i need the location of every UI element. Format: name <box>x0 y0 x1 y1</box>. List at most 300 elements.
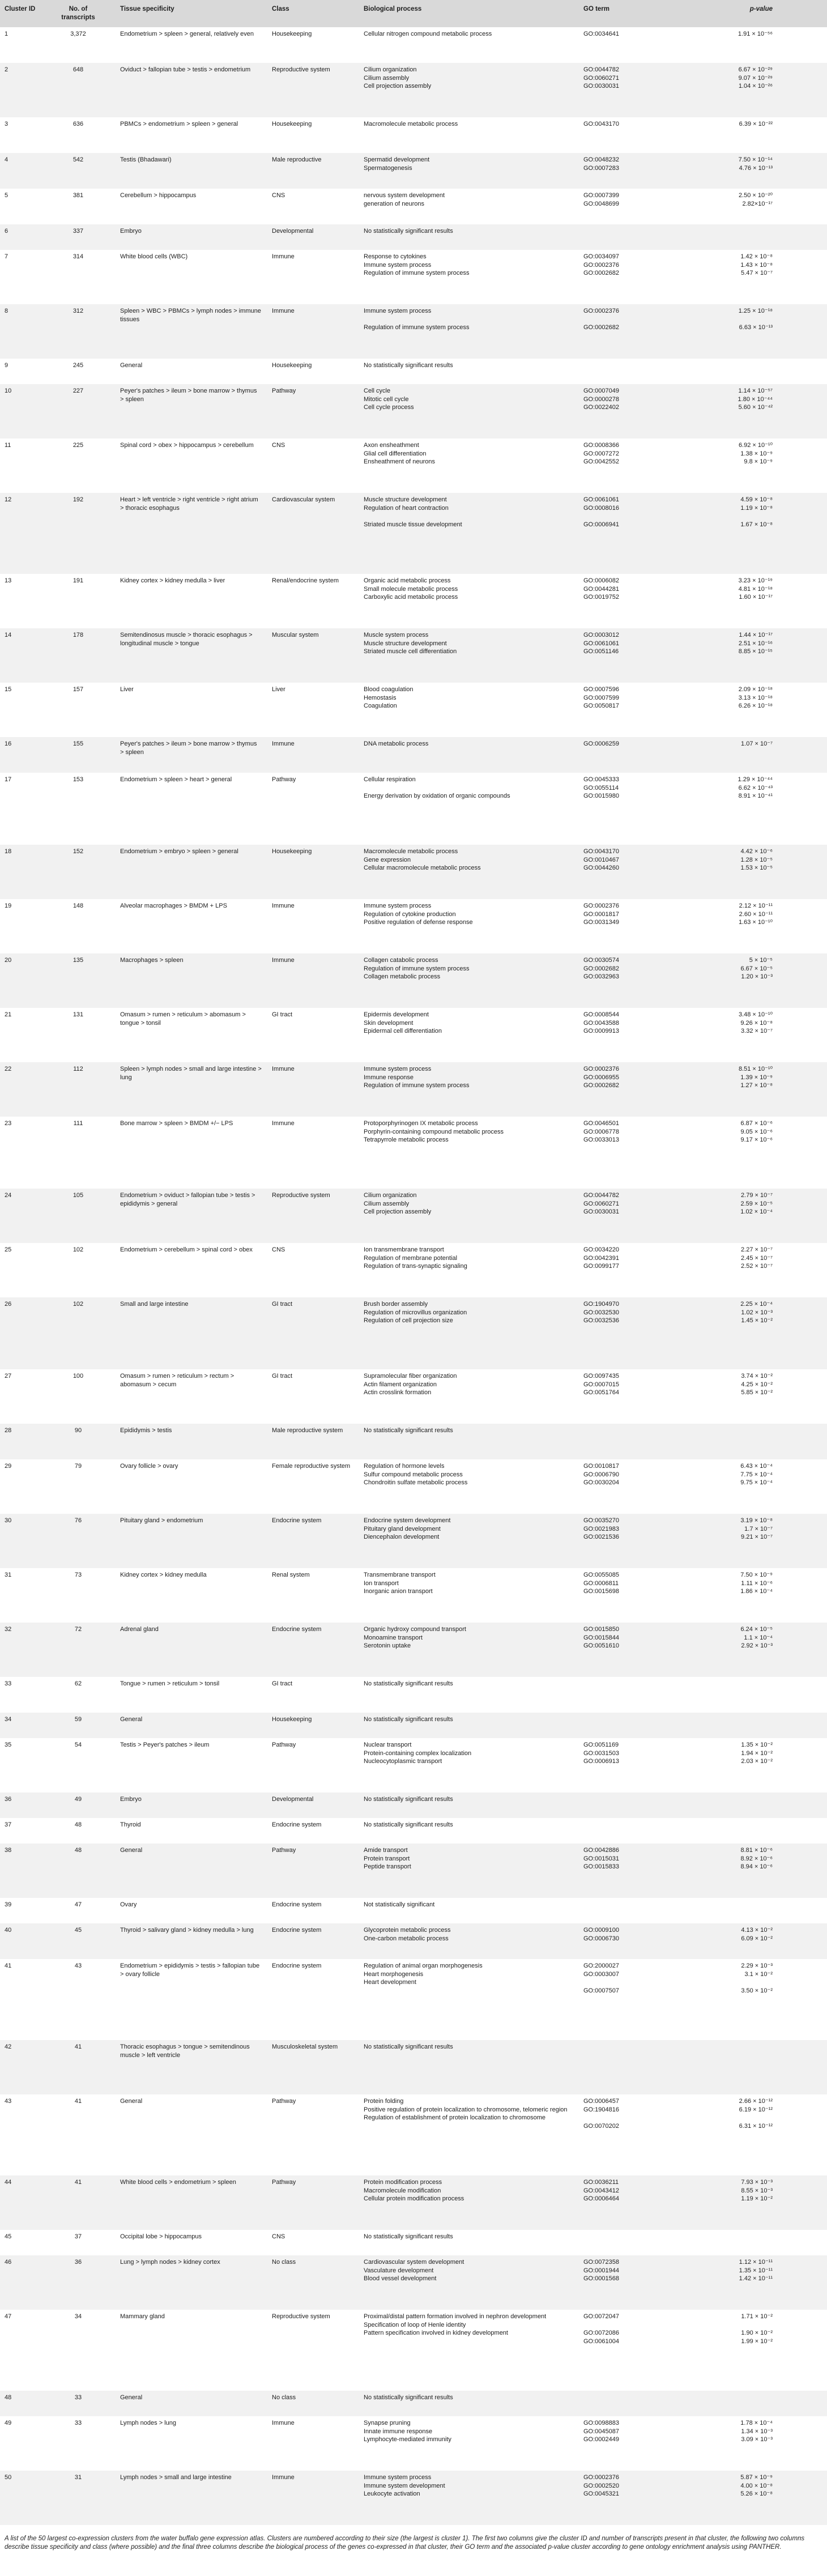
biological-process: Protoporphyrinogen IX metabolic process <box>364 1120 478 1127</box>
transcript-count: 33 <box>74 2420 82 2426</box>
biological-process: Immune system process <box>364 902 432 909</box>
go-term: GO:0002682 <box>583 1082 619 1089</box>
class: CNS <box>272 2233 285 2240</box>
tissue-specificity: Macrophages > spleen <box>120 957 184 964</box>
go-term <box>583 512 697 521</box>
cluster-id: 42 <box>5 2043 12 2050</box>
p-value: 5 × 10⁻⁵ <box>749 957 773 964</box>
biological-process-cell <box>364 1571 579 1596</box>
go-term: GO:0002520 <box>583 2482 619 2489</box>
biological-process-cell <box>364 1372 579 1397</box>
p-value: 8.81 × 10⁻⁶ <box>740 1847 773 1854</box>
p-value-cell <box>726 1246 773 1271</box>
go-term: GO:0099177 <box>583 1263 619 1270</box>
go-term: GO:0007049 <box>583 388 619 394</box>
biological-process-cell <box>364 496 579 529</box>
p-value: 1.39 × 10⁻⁹ <box>740 1074 773 1081</box>
table-row <box>0 2310 827 2391</box>
table-row <box>0 1297 827 1369</box>
p-value: 1.86 × 10⁻⁴ <box>740 1588 773 1595</box>
p-value-cell <box>726 496 773 529</box>
go-term: GO:0006778 <box>583 1128 619 1135</box>
p-value: 1.20 × 10⁻³ <box>741 973 773 980</box>
p-value-cell <box>726 2178 773 2203</box>
table-row <box>0 574 827 628</box>
class: Pathway <box>272 2179 296 2186</box>
tissue-specificity: Occipital lobe > hippocampus <box>120 2233 202 2240</box>
table-row <box>0 1568 827 1623</box>
p-value: 8.94 × 10⁻⁶ <box>740 1863 773 1870</box>
biological-process: Protein modification process <box>364 2179 442 2186</box>
tissue-specificity: Spleen > WBC > PBMCs > lymph nodes > immune tissues <box>120 308 261 323</box>
class: Muscular system <box>272 632 319 638</box>
class: CNS <box>272 1246 285 1253</box>
go-term: GO:0007015 <box>583 1381 619 1388</box>
biological-process: Synapse pruning <box>364 2420 411 2426</box>
cluster-id: 34 <box>5 1716 12 1723</box>
p-value-cell <box>726 1517 773 1542</box>
transcript-count: 648 <box>73 66 84 73</box>
transcript-count: 312 <box>73 308 84 314</box>
cluster-id: 50 <box>5 2474 12 2481</box>
p-value: 2.52 × 10⁻⁷ <box>741 1263 773 1270</box>
class: Endocrine system <box>272 1517 322 1524</box>
p-value: 8.92 × 10⁻⁶ <box>740 1855 773 1862</box>
go-term: GO:0061061 <box>583 496 619 503</box>
biological-process: No statistically significant results <box>364 362 453 369</box>
go-term: GO:0001944 <box>583 2267 619 2274</box>
transcript-count: 31 <box>74 2474 82 2481</box>
p-value: 5.85 × 10⁻² <box>741 1389 773 1396</box>
biological-process: Protein transport <box>364 1855 410 1862</box>
biological-process-cell <box>364 1821 579 1829</box>
p-value: 3.1 × 10⁻² <box>744 1970 773 1978</box>
tissue-specificity: Ovary follicle > ovary <box>120 1463 178 1470</box>
biological-process: Spermatid development <box>364 156 430 163</box>
tissue-specificity: Thyroid > salivary gland > kidney medulla > lung <box>120 1927 254 1934</box>
biological-process: Collagen metabolic process <box>364 973 441 980</box>
tissue-specificity: Embryo <box>120 1796 142 1803</box>
go-term: GO:0055114 <box>583 784 619 791</box>
biological-process: No statistically significant results <box>364 2043 453 2050</box>
go-term: GO:0007599 <box>583 694 619 701</box>
go-term: GO:0015980 <box>583 793 619 799</box>
go-term: GO:0006082 <box>583 577 619 584</box>
table-row <box>0 63 827 117</box>
biological-process-cell <box>364 1011 579 1036</box>
p-value: 6.24 × 10⁻⁵ <box>740 1626 773 1633</box>
tissue-specificity: General <box>120 2394 143 2401</box>
go-term: GO:0060271 <box>583 74 619 82</box>
p-value-cell <box>726 2473 773 2498</box>
p-value: 2.79 × 10⁻⁷ <box>741 1192 773 1199</box>
tissue-specificity: Testis > Peyer's patches > ileum <box>120 1742 210 1748</box>
go-term: GO:0007399 <box>583 192 619 199</box>
p-value <box>726 512 773 521</box>
biological-process: Muscle structure development <box>364 496 447 503</box>
class: Immune <box>272 1066 295 1072</box>
tissue-specificity: Adrenal gland <box>120 1626 159 1633</box>
p-value: 8.85 × 10⁻¹⁵ <box>738 648 773 655</box>
biological-process: Skin development <box>364 1019 414 1027</box>
transcript-count: 111 <box>73 1120 83 1127</box>
p-value: 4.81 × 10⁻¹⁸ <box>738 585 773 593</box>
table-row <box>0 737 827 773</box>
biological-process: Macromolecule modification <box>364 2187 441 2194</box>
biological-process: Regulation of immune system process <box>364 324 470 331</box>
p-value: 1.28 × 10⁻⁵ <box>740 856 773 863</box>
table-row <box>0 628 827 683</box>
go-term: GO:0002682 <box>583 270 619 276</box>
biological-process-cell <box>364 1300 579 1325</box>
cluster-id: 4 <box>5 156 8 163</box>
go-term: GO:0006730 <box>583 1935 619 1942</box>
biological-process-cell <box>364 2313 579 2337</box>
go-term: GO:0015698 <box>583 1588 619 1595</box>
table-row <box>0 1959 827 2040</box>
cluster-id: 49 <box>5 2420 12 2426</box>
go-term-cell <box>583 1462 697 1487</box>
go-term: GO:0001568 <box>583 2275 619 2282</box>
biological-process: Endocrine system development <box>364 1517 451 1524</box>
table-caption: A list of the 50 largest co-expression clusters from the water buffalo gene expression atlas. Clusters are numbered according to their size (the largest is cluster 1). The first two columns give the cluster ID and number of transcripts present in that cluster, the following two columns describe tissue specificity and class (where possible) and the final three columns describe the biological process of the genes co-expressed in that cluster, their GO term and the associated p-value cluster according to gene ontology enrichment analysis using PANTHER. <box>5 2535 805 2551</box>
p-value: 9.8 × 10⁻⁹ <box>744 458 773 465</box>
class: Pathway <box>272 776 296 783</box>
p-value: 4.42 × 10⁻⁶ <box>740 848 773 855</box>
transcript-count: 33 <box>74 2394 82 2401</box>
tissue-specificity: Thoracic esophagus > tongue > semitendinous muscle > left ventricle <box>120 2043 250 2059</box>
go-term: GO:0030031 <box>583 1208 619 1215</box>
cluster-id: 39 <box>5 1901 12 1908</box>
class: Reproductive system <box>272 66 330 73</box>
tissue-specificity: Semitendinosus muscle > thoracic esophagus > longitudinal muscle > tongue <box>120 632 253 647</box>
p-value-cell <box>726 1962 773 1995</box>
go-term <box>583 316 697 324</box>
go-term-cell <box>583 2258 697 2283</box>
p-value: 1.35 × 10⁻¹¹ <box>739 2267 773 2274</box>
p-value-cell <box>726 2097 773 2130</box>
table-row <box>0 1008 827 1062</box>
go-term: GO:0044782 <box>583 1192 619 1199</box>
p-value: 6.43 × 10⁻⁴ <box>740 1463 773 1470</box>
transcript-count: 314 <box>73 253 84 260</box>
cluster-id: 11 <box>5 442 11 449</box>
tissue-specificity: Lymph nodes > lung <box>120 2420 176 2426</box>
biological-process: Amide transport <box>364 1847 408 1854</box>
table-row <box>0 2471 827 2525</box>
go-term: GO:0006955 <box>583 1074 619 1081</box>
p-value: 1.02 × 10⁻³ <box>741 1309 773 1316</box>
header-cluster-id: Cluster ID <box>5 6 36 12</box>
go-term: GO:0044260 <box>583 865 619 871</box>
class: Immune <box>272 740 295 747</box>
p-value: 1.53 × 10⁻⁵ <box>740 865 773 871</box>
cluster-id: 9 <box>5 362 8 369</box>
tissue-specificity: General <box>120 1716 143 1723</box>
p-value: 1.02 × 10⁻⁴ <box>740 1208 773 1215</box>
go-term: GO:0036211 <box>583 2179 619 2186</box>
go-term: GO:0051146 <box>583 648 619 655</box>
biological-process: Mitotic cell cycle <box>364 395 409 403</box>
p-value-cell <box>726 307 773 332</box>
p-value: 2.29 × 10⁻³ <box>741 1962 773 1969</box>
p-value: 6.63 × 10⁻¹³ <box>739 324 773 331</box>
cluster-id: 40 <box>5 1927 12 1934</box>
tissue-specificity: Ovary <box>120 1901 137 1908</box>
biological-process: Immune system development <box>364 2482 445 2489</box>
tissue-specificity: Endometrium > spleen > heart > general <box>120 776 232 783</box>
class: Housekeeping <box>272 1716 312 1723</box>
go-term: GO:0045087 <box>583 2428 619 2435</box>
biological-process: Lymphocyte-mediated immunity <box>364 2436 451 2443</box>
biological-process: No statistically significant results <box>364 1821 453 1828</box>
go-term: GO:0015844 <box>583 1634 619 1641</box>
biological-process: Positive regulation of protein localization to chromosome, telomeric region <box>364 2106 568 2113</box>
p-value: 1.45 × 10⁻² <box>741 1317 773 1324</box>
cluster-id: 37 <box>5 1821 12 1828</box>
biological-process-cell <box>364 685 579 710</box>
biological-process: Glial cell differentiation <box>364 450 427 457</box>
tissue-specificity: Peyer's patches > ileum > bone marrow > thymus > spleen <box>120 388 257 403</box>
cluster-id: 44 <box>5 2179 12 2186</box>
biological-process: Brush border assembly <box>364 1301 428 1308</box>
go-term: GO:0007283 <box>583 164 619 172</box>
go-term-cell <box>583 956 697 981</box>
go-term: GO:0002376 <box>583 308 619 314</box>
biological-process-cell <box>364 1065 579 1090</box>
class: Immune <box>272 1120 295 1127</box>
p-value: 2.25 × 10⁻⁴ <box>740 1301 773 1308</box>
header-biological-process: Biological process <box>364 6 422 12</box>
biological-process: Protein-containing complex localization <box>364 1749 472 1757</box>
p-value: 8.55 × 10⁻³ <box>741 2187 773 2194</box>
table-row <box>0 359 827 384</box>
transcript-count: 48 <box>74 1821 82 1828</box>
biological-process-cell <box>364 631 579 656</box>
biological-process: Epidermis development <box>364 1011 429 1018</box>
biological-process: Regulation of immune system process <box>364 965 470 972</box>
go-term-cell <box>583 1571 697 1596</box>
transcript-count: 37 <box>74 2233 82 2240</box>
p-value: 1.11 × 10⁻⁶ <box>741 1579 773 1587</box>
p-value <box>726 2114 773 2122</box>
biological-process-cell <box>364 1715 579 1724</box>
table-row <box>0 1424 827 1459</box>
go-term: GO:0060271 <box>583 1200 619 1207</box>
table-row <box>0 1514 827 1568</box>
go-term: GO:0048699 <box>583 200 619 207</box>
p-value: 1.63 × 10⁻¹⁰ <box>738 919 773 926</box>
table-row <box>0 2416 827 2471</box>
biological-process: Regulation of hormone levels <box>364 1463 445 1470</box>
cluster-id: 41 <box>5 1962 12 1969</box>
go-term: GO:0022402 <box>583 404 619 411</box>
biological-process: Ion transport <box>364 1579 399 1587</box>
go-term: GO:0051169 <box>583 1742 619 1748</box>
tissue-specificity: Embryo <box>120 228 142 235</box>
go-term-cell <box>583 577 697 602</box>
class: Cardiovascular system <box>272 496 335 503</box>
table-row <box>0 1243 827 1297</box>
biological-process: Organic acid metabolic process <box>364 577 451 584</box>
cluster-id: 21 <box>5 1011 12 1018</box>
p-value: 1.94 × 10⁻² <box>741 1749 773 1757</box>
go-term: GO:0050817 <box>583 702 619 709</box>
p-value: 7.50 × 10⁻¹⁴ <box>738 156 773 163</box>
biological-process-cell <box>364 1926 579 1943</box>
biological-process: Peptide transport <box>364 1863 411 1870</box>
cluster-id: 28 <box>5 1427 12 1434</box>
go-term: GO:0042552 <box>583 458 619 465</box>
go-term-cell <box>583 848 697 872</box>
class: CNS <box>272 442 285 449</box>
p-value: 1.34 × 10⁻³ <box>741 2428 773 2435</box>
p-value-cell <box>726 685 773 710</box>
p-value: 4.59 × 10⁻⁸ <box>740 496 773 503</box>
transcript-count: 47 <box>74 1901 82 1908</box>
biological-process-cell <box>364 577 579 602</box>
go-term: GO:0002376 <box>583 902 619 909</box>
biological-process: Cilium organization <box>364 66 417 73</box>
class: Endocrine system <box>272 1901 322 1908</box>
p-value: 3.32 × 10⁻⁷ <box>741 1028 773 1034</box>
biological-process: Muscle system process <box>364 632 429 638</box>
table-row <box>0 189 827 224</box>
go-term: GO:0021536 <box>583 1534 619 1540</box>
go-term-cell <box>583 1065 697 1090</box>
p-value: 1.19 × 10⁻² <box>741 2195 773 2202</box>
p-value: 1.78 × 10⁻⁴ <box>740 2420 773 2426</box>
biological-process-cell <box>364 2473 579 2498</box>
cluster-id: 24 <box>5 1192 12 1199</box>
biological-process: Specification of loop of Henle identity <box>364 2321 466 2328</box>
biological-process: Collagen catabolic process <box>364 957 438 964</box>
go-term-cell <box>583 1372 697 1397</box>
go-term: GO:0010467 <box>583 856 619 863</box>
tissue-specificity: Endometrium > spleen > general, relatively even <box>120 31 254 37</box>
cluster-id: 19 <box>5 902 12 909</box>
table-row <box>0 2255 827 2310</box>
transcript-count: 102 <box>73 1301 84 1308</box>
table-row <box>0 683 827 737</box>
table-row <box>0 1843 827 1898</box>
p-value <box>726 2321 773 2330</box>
biological-process-cell <box>364 956 579 981</box>
biological-process-cell <box>364 227 579 236</box>
p-value: 1.1 × 10⁻⁴ <box>744 1634 773 1641</box>
p-value: 1.67 × 10⁻⁸ <box>740 521 773 528</box>
transcript-count: 100 <box>73 1373 84 1379</box>
biological-process: No statistically significant results <box>364 1716 453 1723</box>
biological-process-cell <box>364 30 579 39</box>
biological-process-cell <box>364 2394 579 2402</box>
go-term: GO:0035270 <box>583 1517 619 1524</box>
cluster-id: 33 <box>5 1680 12 1687</box>
cluster-id: 10 <box>5 388 12 394</box>
cluster-id: 14 <box>5 632 12 638</box>
p-value-cell <box>726 2419 773 2444</box>
cluster-id: 20 <box>5 957 12 964</box>
transcript-count: 49 <box>74 1796 82 1803</box>
p-value: 3.74 × 10⁻² <box>741 1373 773 1379</box>
p-value: 3.19 × 10⁻⁸ <box>740 1517 773 1524</box>
tissue-specificity: Liver <box>120 686 134 693</box>
tissue-specificity: Spleen > lymph nodes > small and large intestine > lung <box>120 1066 262 1081</box>
go-term: GO:0034097 <box>583 253 619 260</box>
biological-process: No statistically significant results <box>364 228 453 235</box>
table-row <box>0 2175 827 2230</box>
go-term-cell <box>583 776 697 801</box>
table-row <box>0 1677 827 1713</box>
p-value-cell <box>726 1065 773 1090</box>
biological-process: Regulation of animal organ morphogenesis <box>364 1962 483 1969</box>
biological-process: Blood vessel development <box>364 2275 437 2282</box>
biological-process: Nuclear transport <box>364 1742 412 1748</box>
biological-process: Carboxylic acid metabolic process <box>364 594 458 601</box>
biological-process: Immune system process <box>364 2474 432 2481</box>
transcript-count: 152 <box>73 848 84 855</box>
p-value: 5.87 × 10⁻⁹ <box>740 2474 773 2481</box>
transcript-count: 191 <box>73 577 84 584</box>
class: Female reproductive system <box>272 1463 351 1470</box>
transcript-count: 102 <box>73 1246 84 1253</box>
tissue-specificity: Endometrium > embryo > spleen > general <box>120 848 238 855</box>
biological-process: Energy derivation by oxidation of organic compounds <box>364 793 510 799</box>
cluster-id: 38 <box>5 1847 12 1854</box>
tissue-specificity: PBMCs > endometrium > spleen > general <box>120 121 238 127</box>
go-term-cell <box>583 2473 697 2498</box>
table-row <box>0 2094 827 2175</box>
p-value: 4.25 × 10⁻² <box>741 1381 773 1388</box>
tissue-specificity: Epididymis > testis <box>120 1427 172 1434</box>
go-term: GO:0007596 <box>583 686 619 693</box>
cluster-id: 32 <box>5 1626 12 1633</box>
p-value: 9.26 × 10⁻⁸ <box>740 1019 773 1027</box>
go-term: GO:0032530 <box>583 1309 619 1316</box>
go-term: GO:0044782 <box>583 66 619 73</box>
tissue-specificity: Mammary gland <box>120 2313 165 2320</box>
transcript-count: 337 <box>73 228 84 235</box>
biological-process-cell <box>364 120 579 129</box>
class: No class <box>272 2259 296 2266</box>
transcript-count: 381 <box>73 192 84 199</box>
go-term-cell <box>583 740 697 748</box>
biological-process: Actin filament organization <box>364 1381 437 1388</box>
biological-process: Macromolecule metabolic process <box>364 121 458 127</box>
biological-process: Coagulation <box>364 702 397 709</box>
biological-process: One-carbon metabolic process <box>364 1935 449 1942</box>
cluster-id: 3 <box>5 121 8 127</box>
class: Developmental <box>272 1796 314 1803</box>
p-value-cell <box>726 30 773 39</box>
transcript-count: 112 <box>73 1066 83 1072</box>
table-row <box>0 250 827 304</box>
p-value-cell <box>726 2313 773 2345</box>
class: Pathway <box>272 1742 296 1748</box>
transcript-count: 34 <box>74 2313 82 2320</box>
go-term-cell <box>583 1119 697 1144</box>
go-term: GO:0042391 <box>583 1254 619 1262</box>
p-value-cell <box>726 1846 773 1871</box>
p-value-cell <box>726 577 773 602</box>
biological-process: Heart morphogenesis <box>364 1970 424 1978</box>
go-term-cell <box>583 1625 697 1650</box>
biological-process: Cilium assembly <box>364 74 410 82</box>
p-value: 7.50 × 10⁻⁹ <box>740 1572 773 1578</box>
biological-process-cell <box>364 2258 579 2283</box>
p-value: 5.26 × 10⁻⁸ <box>740 2490 773 2497</box>
p-value: 1.7 × 10⁻⁷ <box>744 1525 773 1532</box>
